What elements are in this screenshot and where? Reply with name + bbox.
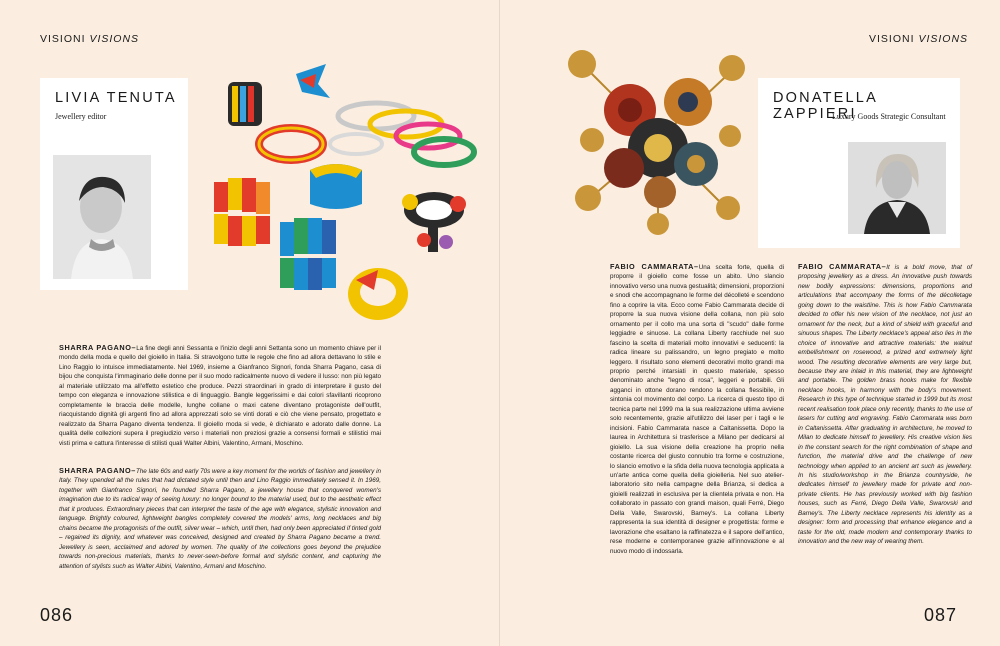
section-title: VISIONI [869, 33, 915, 45]
article-english-right [798, 262, 972, 557]
profile-card-livia [40, 78, 188, 290]
section-header-left [40, 33, 139, 45]
profile-card-donatella [758, 78, 960, 248]
portrait-image [53, 155, 151, 279]
article-lead: SHARRA PAGANO [59, 343, 132, 352]
article-lead: SHARRA PAGANO [59, 466, 132, 475]
bangles-image [196, 54, 496, 344]
article-text: Una scelta forte, quella di proporre il gioiello come fosse un abito. Uno slancio innovativo verso una nuova gestualità; dimensioni, proporzioni e snodi che accompagnano le forme del décolleté e scendono fino a coprire la vita. Ecco come Fabio Cammarata decide di proporre la sua nuova visione della collana, non più solo ornamento per il collo ma una sorta di "scudo" dalle forme leggiadre e sinuose. La collana Liberty racchiude nel suo fascino la scelta di materiali molto innovativi e seducenti: la radica lineare su palissandro, un legno pregiato e molto leggero. Il risultato sono elementi decorativi molto grandi ma proprio perché intarsiati in questo materiale, spesso denominato anche "legno di rosa", leggeri e portabili. Gli agganci in ottone dorano rendono la collana flessibile, in sintonia col movimento del corpo. La ricerca di questo tipo di tecnica parte nel 1999 ma la sua realizzazione ultima avviene solo recentemente, grazie all'utilizzo dei laser per i tagli e le incisioni. Fabio Cammarata nasce a Caltanissetta. Dopo la laurea in Architettura si trasferisce a Milano per dedicarsi al gioiello. La sua visione della creazione ha proprio nella costante ricerca del giusto connubio tra forme e costruzione, lo slancio emotivo e la sfida della nuova tecnologia applicata a un'arte antica come quella della gioielleria. Nel suo atelier-laboratorio sito nella campagne della Brianza, si dedica a gioielli realizzati in esclusiva per la clientela privata e non. Ha collaborato in passato con grandi maison, quali Ferré, Diego Della Valle, Swarovski, Barney's. La collana Liberty rappresenta la sua identità di designer e progettista: forme e lavorazione che esaltano la raffinatezza e il sapore dell'antico, rese moderne e contemporanee grazie all'innovazione e al nuovo modo di indossarla. [610, 264, 784, 555]
article-paragraph: SHARRA PAGANO–La fine degli anni Sessanta e l'inizio degli anni Settanta sono un momento chiave per il mondo della moda e quello del gioiello in Italia. Si stravolgono tutte le regole che fino ad allora dettavano lo stile e Lino Raggio lo intuisce immediatamente. Nel 1969, insieme a Gianfranco Signori, fonda Sharra Pagano, casa di bijou che conquista l'immaginario delle donne per il suo modo radicalmente nuovo di vedere il lusso: non più legato al materiale utilizzato ma all'effetto estetico che produce. Pezzi straordinari in grado di interpretare il gusto del tempo con eleganza e innovazione stilistica e di linguaggio. Bangle leggerissimi e dai colori sfavillanti ricoprono completamente le braccia delle modelle, lunghe collane o maxi catene diventano protagoniste dell'outfit, riacquistando dignità gli argenti fino ad allora apprezzati solo se vinti dorati e ciò che viene pensato, progettato e realizzato da Sharra Pagano diventa tendenza. Il gioiello moda si vede, è dichiarato e adorato dalle donne. La qualità delle collezioni supera il pregiudizio verso i materiali non preziosi grazie a consensi formali e stilistici mai visti prima e cattura l'interesse di stilisti quali Walter Albini, Valentino, Armani, Moschino. [59, 343, 381, 447]
profile-name: LIVIA TENUTA [55, 90, 177, 106]
profile-photo [53, 155, 151, 279]
profile-role: Luxury Goods Strategic Consultant [832, 112, 946, 121]
profile-role: Jewellery editor [55, 112, 107, 121]
article-lead: FABIO CAMMARATA [610, 262, 695, 271]
article-paragraph: SHARRA PAGANO–The late 60s and early 70s were a key moment for the worlds of fashion and jewellery in Italy. They upended all the rules that had dictated style until then and Lino Raggio immediately sensed it. In 1969, together with Gianfranco Signori, he founded Sharra Pagano, a jewellery house that conquered women's imagination due to its radical way of seeing luxury: no longer bound to the material used, but to the aesthetic effect that it produces. Extraordinary pieces that can interpret the taste of the age with elegance, stylistic innovation and language. Brightly coloured, lightweight bangles completely covered the models' arms, long necklaces and big chains became the protagonists of the outfit, silver wear – which, until then, had only been appreciated if tinted gold – regained its dignity, and whatever was conceived, designed and created by Sharra Pagano became a trend. Jewellery is seen, acclaimed and adored by women. The quality of the collections goes beyond the prejudice towards non-precious materials, thanks to never-seen-before formal and stylistic content, and capturing the attention of stylists such as Walter Albini, Valentino, Armani and Moschino. [59, 466, 381, 570]
article-italian-left [59, 343, 381, 458]
article-paragraph: FABIO CAMMARATA–Una scelta forte, quella di proporre il gioiello come fosse un abito. Uno slancio innovativo verso una nuova gestualità; dimensioni, proporzioni e snodi che accompagnano le forme del décolleté e scendono fino a coprire la vita. Ecco come Fabio Cammarata decide di proporre la sua nuova visione della collana, non più solo ornamento per il collo ma una sorta di "scudo" dalle forme leggiadre e sinuose. La collana Liberty racchiude nel suo fascino la scelta di materiali molto innovativi e seducenti: la radica lineare su palissandro, un legno pregiato e molto leggero. Il risultato sono elementi decorativi molto grandi ma proprio perché intarsiati in questo materiale, spesso denominato anche "legno di rosa", leggeri e portabili. Gli agganci in ottone dorano rendono la collana flessibile, in sintonia col movimento del corpo. La ricerca di questo tipo di tecnica parte nel 1999 ma la sua realizzazione ultima avviene solo recentemente, grazie all'utilizzo dei laser per i tagli e le incisioni. Fabio Cammarata nasce a Caltanissetta. Dopo la laurea in Architettura si trasferisce a Milano per dedicarsi al gioiello. La sua visione della creazione ha proprio nella costante ricerca del giusto connubio tra forme e costruzione, lo slancio emotivo e la sfida della nuova tecnologia applicata a un'arte antica come quella della gioielleria. Nel suo atelier-laboratorio sito nella campagne della Brianza, si dedica a gioielli realizzati in esclusiva per la clientela privata e non. Ha collaborato in passato con grandi maison, quali Ferré, Diego Della Valle, Swarovski, Barney's. La collana Liberty rappresenta la sua identità di designer e progettista: forme e lavorazione che esaltano la raffinatezza e il sapore dell'antico, rese moderne e contemporanee grazie all'innovazione e al nuovo modo di indossarla. [610, 262, 784, 555]
article-text: La fine degli anni Sessanta e l'inizio degli anni Settanta sono un momento chiave per il mondo della moda e quello del gioiello in Italia. Si stravolgono tutte le regole che fino ad allora dettavano lo stile e Lino Raggio lo intuisce immediatamente. Nel 1969, insieme a Gianfranco Signori, fonda Sharra Pagano, casa di bijou che conquista l'immaginario delle donne per il suo modo radicalmente nuovo di vedere il lusso: non più legato al materiale utilizzato ma all'effetto estetico che produce. Pezzi straordinari in grado di interpretare il gusto del tempo con eleganza e innovazione stilistica e di linguaggio. Bangle leggerissimi e dai colori sfavillanti ricoprono completamente le braccia delle modelle, lunghe collane o maxi catene diventano protagoniste dell'outfit, riacquistando dignità gli argenti fino ad allora apprezzati solo se vinti dorati e ciò che viene pensato, progettato e realizzato da Sharra Pagano diventa tendenza. Il gioiello moda si vede, è dichiarato e adorato dalle donne. La qualità delle collezioni supera il pregiudizio verso i materiali non preziosi grazie a consensi formali e stilistici mai visti prima e cattura l'interesse di stilisti quali Walter Albini, Valentino, Armani, Moschino. [59, 345, 381, 447]
article-paragraph: FABIO CAMMARATA–It is a bold move, that of proposing jewellery as a dress. An innovative push towards new bodily expressions: dimensions, proportions and articulations that accompany the forms of the décolletage going down to the waistline. This is how Fabio Cammarata decided to offer his new vision of the necklace, not just an ornament for the neck, but a kind of shield with graceful and sinuous shapes. The Liberty necklace's appeal also lies in the choice of innovative and attractive materials: the walnut embellishment on rosewood, a prized and extremely light wood. The resulting decorative elements are very large but, because they are inlaid in this material, they are lightweight and portable. The golden brass hooks make for flexible necklace hooks, in harmony with the body's movement. Research in this type of technique started in 1999 but its most recent realisation took place only recently, thanks to the use of lasers for cutting and engraving. Fabio Cammarata was born in Caltanissetta. After graduating in architecture, he moved to Milan to dedicate himself to jewellery. His creative vision lies in the constant search for the right combination of shape and function, the material drive and the challenge of new technology when applied to an ancient art such as jewellery. In his studio/workshop in the Brianza countryside, he dedicates himself to jewellery made for private and non-private clients. He has previously worked with big fashion houses, such as Ferré, Diego Della Valle, Swarovski and Barney's. The Liberty necklace represents his identity as a designer: form and processing that enhance elegance and a taste for the old, made modern and contemporary thanks to innovation and the new way of wearing them. [798, 262, 972, 546]
article-text: The late 60s and early 70s were a key moment for the worlds of fashion and jewellery in Italy. They upended all the rules that had dictated style until then and Lino Raggio immediately sensed it. In 1969, together with Gianfranco Signori, he founded Sharra Pagano, a jewellery house that conquered women's imagination due to its radical way of seeing luxury: no longer bound to the material used, but to the aesthetic effect that it produces. Extraordinary pieces that can interpret the taste of the age with elegance, stylistic innovation and language. Brightly coloured, lightweight bangles completely covered the models' arms, long necklaces and big chains became the protagonists of the outfit, silver wear – which, until then, had only been appreciated if tinted gold – regained its dignity, and whatever was conceived, designed and created by Sharra Pagano became a trend. Jewellery is seen, acclaimed and adored by women. The quality of the collections goes beyond the prejudice towards non-precious materials, thanks to never-seen-before formal and stylistic content, and capturing the attention of stylists such as Walter Albini, Valentino, Armani and Moschino. [59, 468, 381, 570]
section-title-italic: VISIONS [918, 33, 969, 45]
profile-photo [848, 142, 946, 234]
section-title-italic: VISIONS [89, 33, 140, 45]
bangles-photo [196, 54, 496, 344]
section-header-right [869, 33, 968, 45]
page-number: 087 [924, 605, 958, 625]
section-title: VISIONI [40, 33, 86, 45]
article-italian-right [610, 262, 784, 566]
necklace-image [558, 40, 758, 240]
page-number: 086 [40, 605, 74, 625]
article-lead: FABIO CAMMARATA [798, 262, 882, 271]
profile-name: DONATELLA ZAPPIERI [773, 90, 878, 122]
article-text: It is a bold move, that of proposing jewellery as a dress. An innovative push towards new bodily expressions: dimensions, proportions and articulations that accompany the forms of the décolletage going down to the waistline. This is how Fabio Cammarata decided to offer his new vision of the necklace, not just an ornament for the neck, but a kind of shield with graceful and sinuous shapes. The Liberty necklace's appeal also lies in the choice of innovative and attractive materials: the walnut embellishment on rosewood, a prized and extremely light wood. The resulting decorative elements are very large but, because they are inlaid in this material, they are lightweight and portable. The golden brass hooks make for flexible necklace hooks, in harmony with the body's movement. Research in this type of technique started in 1999 but its most recent realisation took place only recently, thanks to the use of lasers for cutting and engraving. Fabio Cammarata was born in Caltanissetta. After graduating in architecture, he moved to Milan to dedicate himself to jewellery. His creative vision lies in the constant search for the right combination of shape and function, the material drive and the challenge of new technology when applied to an ancient art such as jewellery. In his studio/workshop in the Brianza countryside, he dedicates himself to jewellery made for private and non-private clients. He has previously worked with big fashion houses, such as Ferré, Diego Della Valle, Swarovski and Barney's. The Liberty necklace represents his identity as a designer: form and processing that enhance elegance and a taste for the old, made modern and contemporary thanks to innovation and the new way of wearing them. [798, 264, 972, 546]
right-page [500, 0, 1000, 646]
necklace-photo [558, 40, 758, 240]
portrait-image [848, 142, 946, 234]
article-english-left [59, 466, 381, 581]
